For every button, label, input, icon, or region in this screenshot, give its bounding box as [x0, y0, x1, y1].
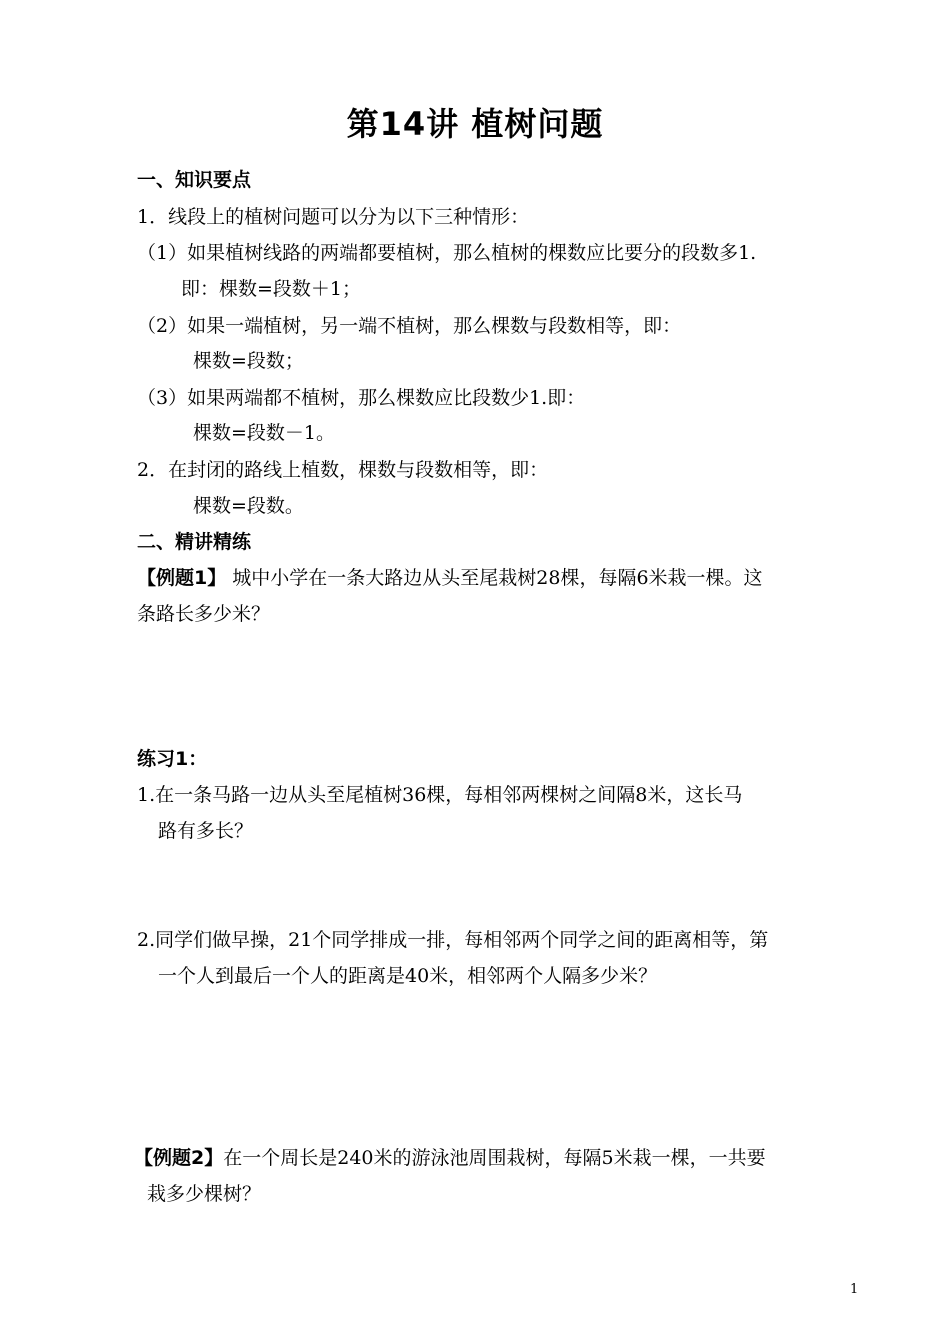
example-2-line-2: 栽多少棵树？	[147, 1183, 262, 1205]
example-1-label: 【例题1】	[137, 567, 227, 589]
case-1-line-2: 即：棵数=段数＋1；	[181, 278, 362, 300]
practice-1-question-2-line-2: 一个人到最后一个人的距离是40米，相邻两个人隔多少米？	[158, 965, 658, 987]
example-1-text: 城中小学在一条大路边从头至尾栽树28棵，每隔6米栽一棵。这	[226, 567, 763, 589]
page-number: 1	[850, 1282, 859, 1297]
knowledge-item-1: 1．线段上的植树问题可以分为以下三种情形：	[137, 206, 530, 228]
case-3-line-2: 棵数=段数－1。	[193, 422, 336, 444]
case-2-line-2: 棵数=段数；	[193, 350, 304, 372]
example-1-line-1	[137, 563, 862, 593]
practice-1-question-1-line-2: 路有多长？	[158, 820, 254, 842]
example-1-line-2: 条路长多少米？	[137, 603, 271, 625]
example-2-text: 在一个周长是240米的游泳池周围栽树，每隔5米栽一棵，一共要	[223, 1147, 766, 1169]
practice-1-label: 练习1：	[137, 748, 208, 770]
section-heading-practice: 二、精讲精练	[137, 531, 252, 553]
practice-1-question-1-line-1: 1.在一条马路一边从头至尾植树36棵，每相邻两棵树之间隔8米，这长马	[137, 784, 743, 806]
page-title: 第14讲 植树问题	[346, 105, 604, 143]
section-heading-knowledge: 一、知识要点	[137, 169, 252, 191]
case-3-line-1: （3）如果两端都不植树，那么棵数应比段数少1.即：	[137, 387, 586, 409]
case-1-line-1: （1）如果植树线路的两端都要植树，那么植树的棵数应比要分的段数多1.	[137, 242, 757, 264]
example-2-label: 【例题2】	[134, 1147, 224, 1169]
case-2-line-1: （2）如果一端植树，另一端不植树，那么棵数与段数相等，即：	[137, 315, 682, 337]
knowledge-item-2: 2．在封闭的路线上植数，棵数与段数相等，即：	[137, 459, 549, 481]
knowledge-item-2-formula: 棵数=段数。	[193, 495, 304, 517]
practice-1-question-2-line-1: 2.同学们做早操，21个同学排成一排，每相邻两个同学之间的距离相等，第	[137, 929, 769, 951]
example-2-line-1	[134, 1143, 862, 1173]
